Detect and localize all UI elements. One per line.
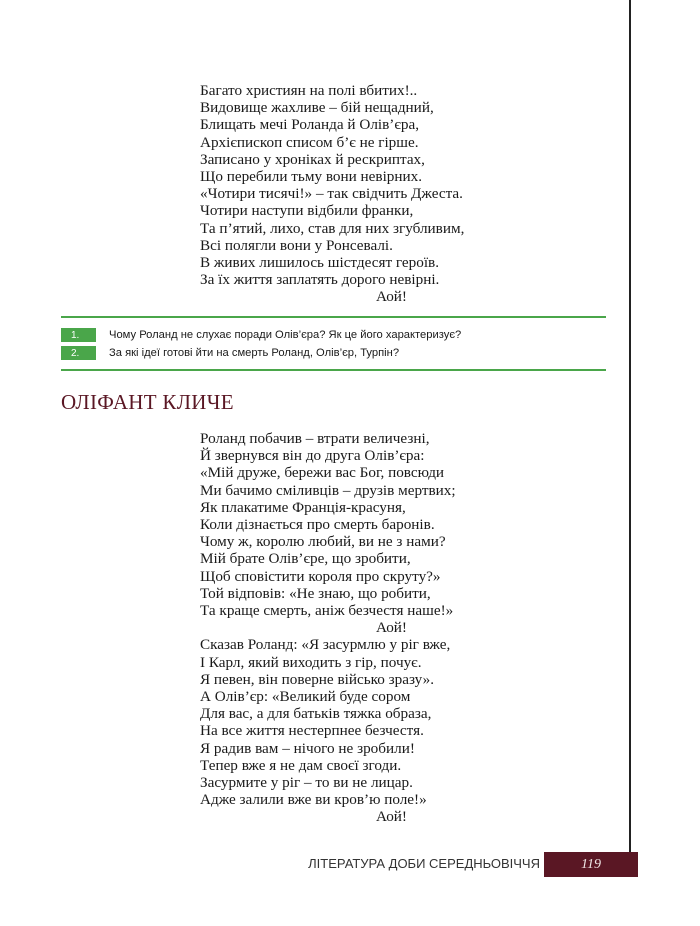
poem-line: Тепер вже я не дам своєї згоди.	[200, 756, 402, 774]
poem-line: Щоб сповістити короля про скруту?»	[200, 567, 441, 585]
poem-line: Аой!	[376, 288, 407, 306]
page-edge-rule	[629, 0, 631, 855]
poem-line: За їх життя заплатять дорого невірні.	[200, 271, 440, 289]
page-footer	[0, 852, 700, 878]
poem-line: Аой!	[376, 808, 407, 826]
poem-line: Ми бачимо сміливців – друзів мертвих;	[200, 481, 456, 499]
poem-line: Як плакатиме Франція-красуня,	[200, 498, 406, 516]
poem-line: Чому ж, королю любий, ви не з нами?	[200, 533, 446, 551]
poem-line: І Карл, який виходить з гір, почує.	[200, 653, 422, 671]
poem-stanza-1	[200, 82, 464, 306]
poem-line: Записано у хроніках й рескриптах,	[200, 150, 425, 168]
page-number: 119	[544, 852, 638, 877]
question-number: 2.	[61, 346, 96, 360]
poem-line: Чотири наступи відбили франки,	[200, 202, 414, 220]
poem-line: «Мій друже, бережи вас Бог, повсюди	[200, 464, 445, 482]
question-text: За які ідеї готові йти на смерть Роланд, Олів’єр, Турпін?	[109, 347, 400, 359]
poem-line: Що перебили тьму вони невірних.	[200, 168, 423, 186]
poem-line: Роланд побачив – втрати величезні,	[200, 430, 430, 447]
poem-line: На все життя нестерпнее безчестя.	[200, 722, 424, 740]
poem-line: Я певен, він поверне військо зразу».	[200, 670, 435, 688]
poem-line: Всі полягли вони у Ронсевалі.	[200, 236, 393, 254]
poem-stanza-2	[200, 430, 456, 826]
question-number: 1.	[61, 328, 96, 342]
poem-line: Аой!	[376, 619, 407, 637]
poem-line: В живих лишилось шістдесят героїв.	[200, 254, 440, 272]
poem-line: Адже залили вже ви кров’ю поле!»	[200, 791, 427, 809]
poem-line: Багато християн на полі вбитих!..	[200, 82, 418, 99]
poem-line: Мій брате Олів’єре, що зробити,	[200, 550, 411, 568]
poem-line: Архієпископ списом б’є не гірше.	[200, 133, 419, 151]
running-footer-title: ЛІТЕРАТУРА ДОБИ СЕРЕДНЬОВІЧЧЯ	[308, 856, 540, 871]
poem-line: А Олів’єр: «Великий буде сором	[200, 688, 411, 706]
poem-line: Й звернувся він до друга Олів’єра:	[200, 447, 425, 465]
question-item	[61, 327, 461, 343]
poem-line: «Чотири тисячі!» – так свідчить Джеста.	[200, 185, 463, 203]
poem-line: Для вас, а для батьків тяжка образа,	[200, 705, 432, 723]
poem-line: Видовище жахливе – бій нещадний,	[200, 99, 434, 117]
poem-line: Та краще смерть, аніж безчестя наше!»	[200, 602, 454, 620]
question-text: Чому Роланд не слухає поради Олів’єра? Як це його характеризує?	[109, 329, 462, 341]
poem-line: Той відповів: «Не знаю, що робити,	[200, 584, 431, 602]
poem-line: Коли дізнається про смерть баронів.	[200, 516, 435, 534]
question-item	[61, 345, 399, 361]
questions-block	[61, 316, 606, 371]
poem-line: Засурмите у ріг – то ви не лицар.	[200, 774, 413, 792]
poem-line: Сказав Роланд: «Я засурмлю у ріг вже,	[200, 636, 451, 654]
section-title: ОЛІФАНТ КЛИЧЕ	[61, 390, 234, 414]
poem-line: Я радив вам – нічого не зробили!	[200, 739, 415, 757]
poem-line: Блищать мечі Роланда й Олів’єра,	[200, 116, 420, 134]
poem-line: Та п’ятий, лихо, став для них згубливим,	[200, 219, 465, 237]
